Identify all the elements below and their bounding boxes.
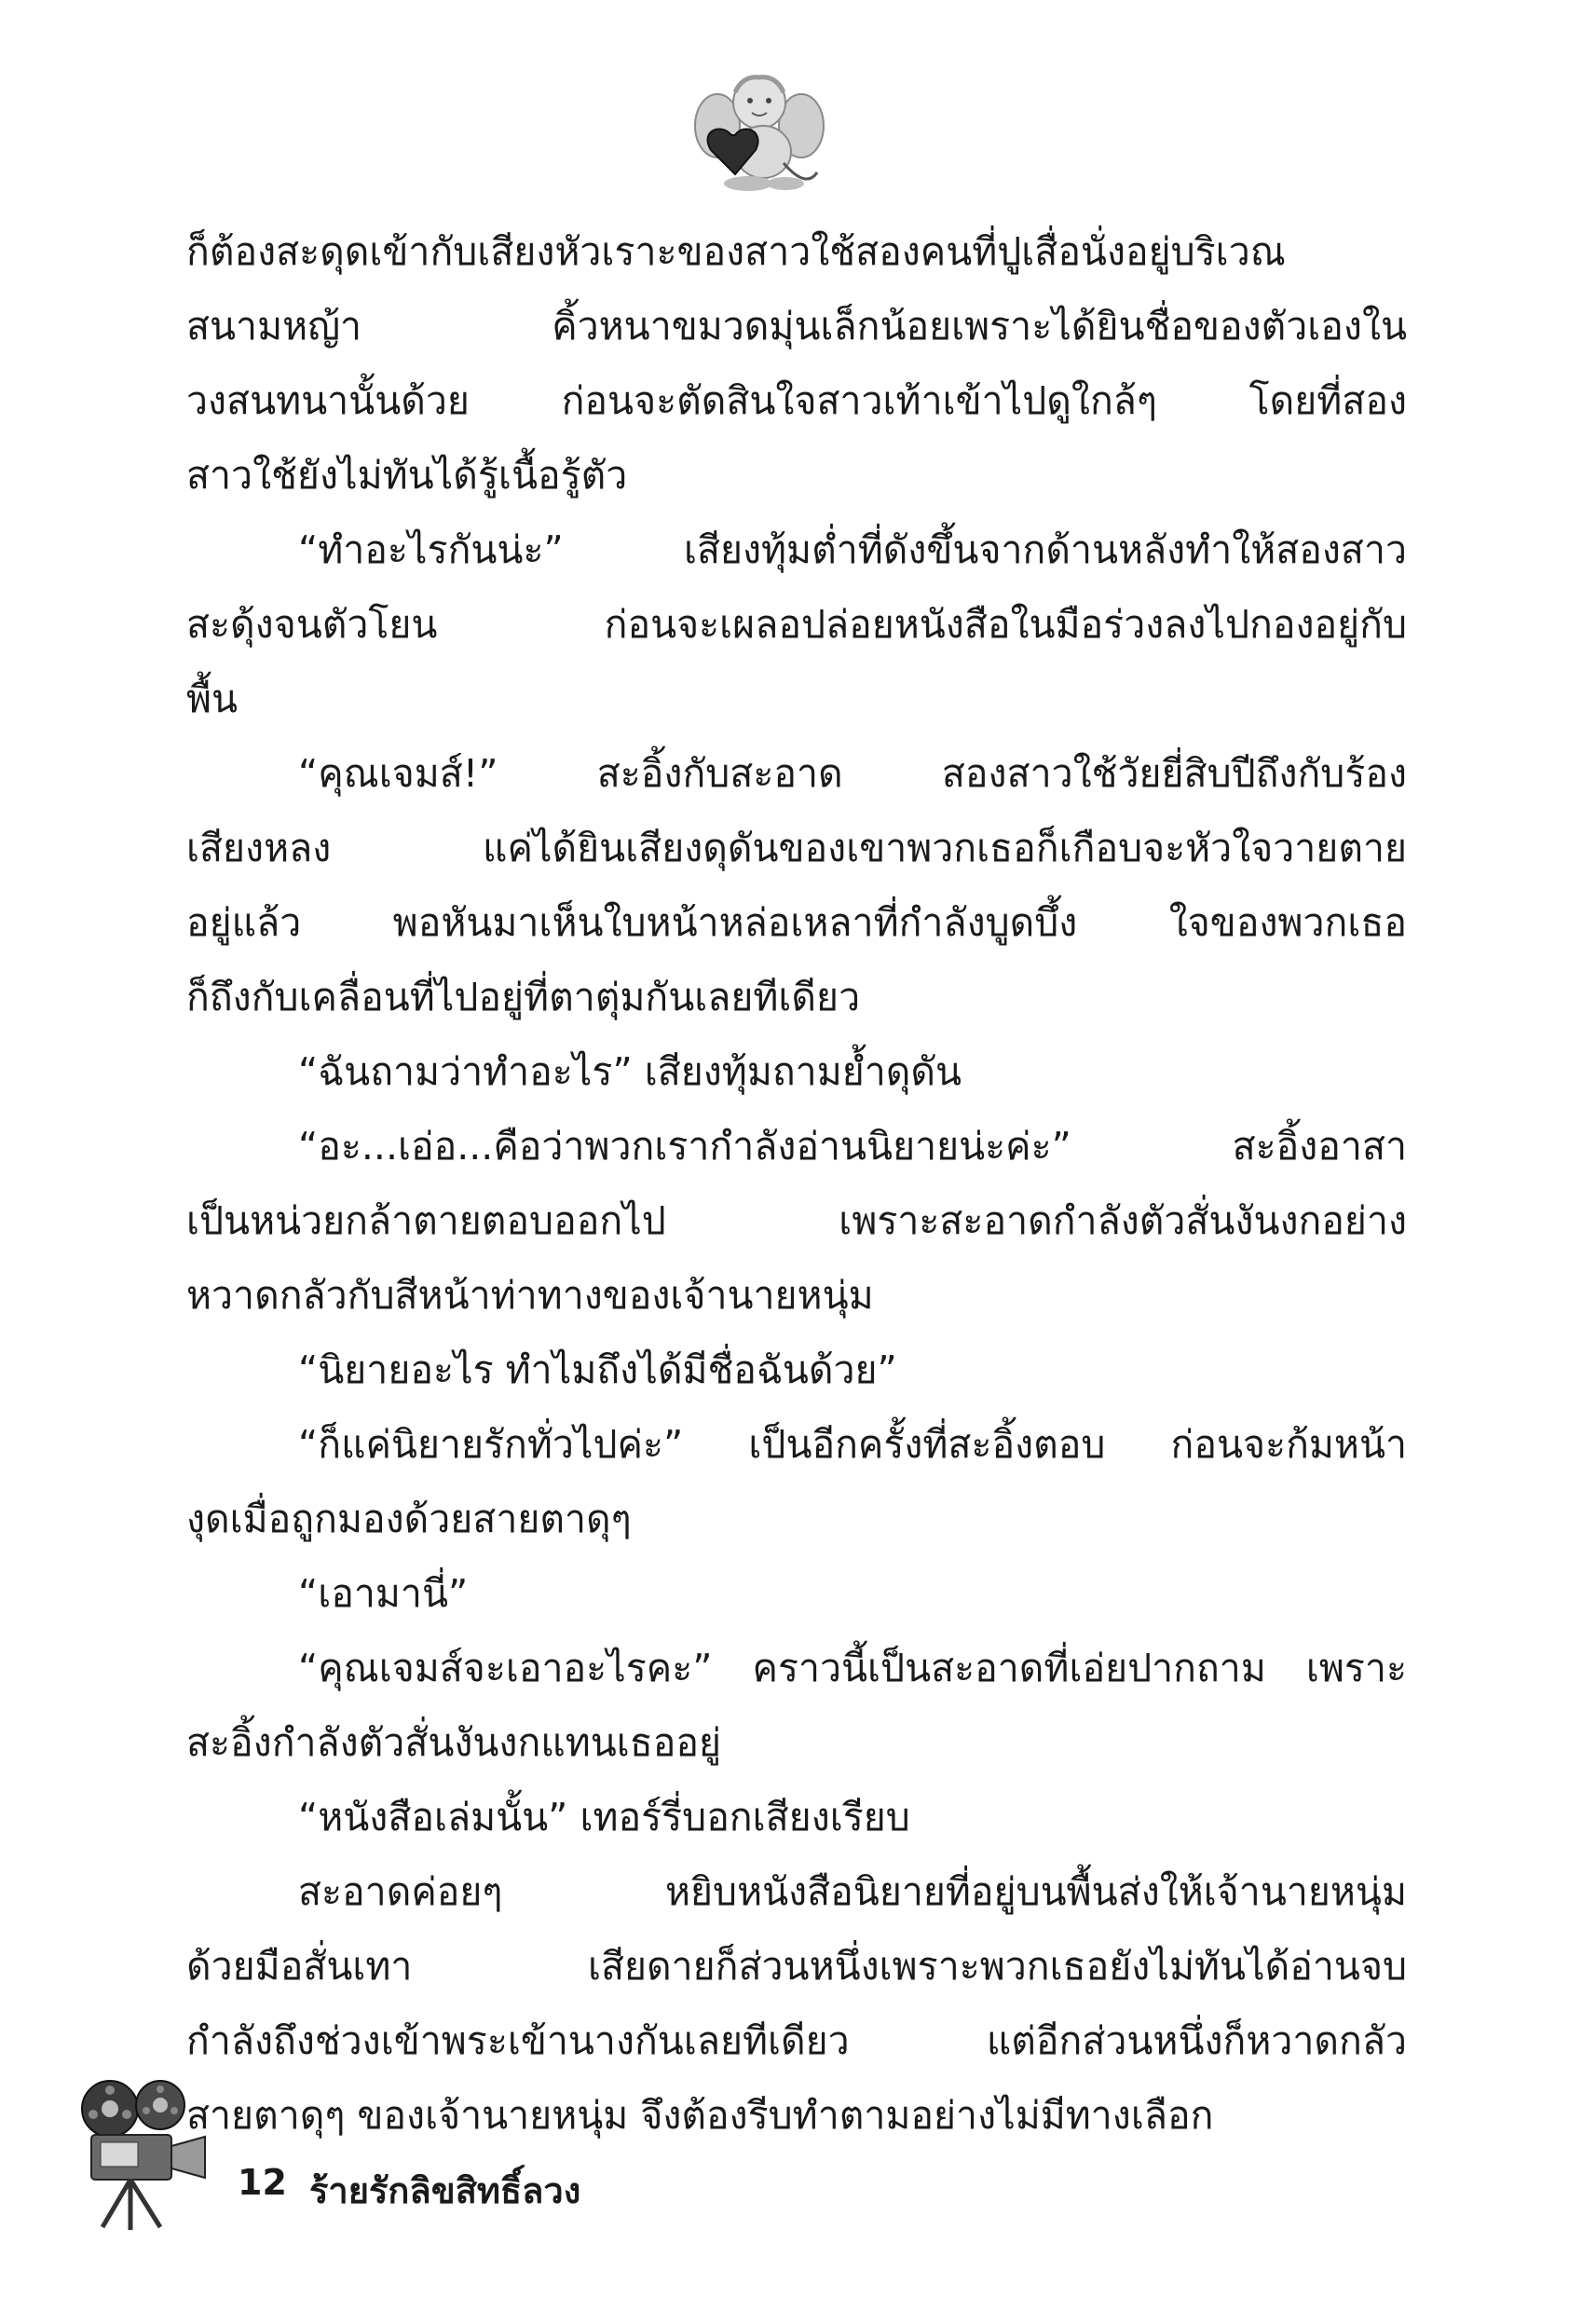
text-line: ก็ต้องสะดุดเข้ากับเสียงหัวเราะของสาวใช้สองคนที่ปูเสื่อนั่งอยู่บริเวณ [186,229,1286,274]
text-line: “คุณเจมส์!” สะอิ้งกับสะอาด สองสาวใช้วัยยี่สิบปีถึงกับร้อง [298,751,1407,796]
text-line: สะดุ้งจนตัวโยน ก่อนจะเผลอปล่อยหนังสือในมือร่วงลงไปกองอยู่กับ [186,602,1407,647]
text-line: “ฉันถามว่าทำอะไร” เสียงทุ้มถามย้ำดุดัน [298,1049,962,1094]
text-line: วงสนทนานั้นด้วย ก่อนจะตัดสินใจสาวเท้าเข้าไปดูใกล้ๆ โดยที่สอง [186,378,1407,423]
film-camera-icon [75,2073,214,2232]
text-line: ก็ถึงกับเคลื่อนที่ไปอยู่ที่ตาตุ่มกันเลยทีเดียว [186,975,861,1019]
text-line: ด้วยมือสั่นเทา เสียดายก็ส่วนหนึ่งเพราะพวกเธอยังไม่ทันได้อ่านจบ [186,1944,1407,1989]
text-line: “เอามานี่” [298,1571,469,1616]
text-line: สาวใช้ยังไม่ทันได้รู้เนื้อรู้ตัว [186,453,628,498]
text-line: “ทำอะไรกันน่ะ” เสียงทุ้มต่ำที่ดังขึ้นจากด้านหลังทำให้สองสาว [298,527,1407,572]
text-line: “ก็แค่นิยายรักทั่วไปค่ะ” เป็นอีกครั้งที่สะอิ้งตอบ ก่อนจะก้มหน้า [298,1422,1407,1467]
text-line: อยู่แล้ว พอหันมาเห็นใบหน้าหล่อเหลาที่กำลังบูดบึ้ง ใจของพวกเธอ [186,900,1407,945]
text-line: เสียงหลง แค่ได้ยินเสียงดุดันของเขาพวกเธอก็เกือบจะหัวใจวายตาย [186,826,1407,870]
text-line: พื้น [186,677,239,721]
text-line: “อะ...เอ่อ...คือว่าพวกเรากำลังอ่านนิยายน่ะค่ะ” สะอิ้งอาสา [298,1124,1407,1169]
page-number: 12 [238,2162,287,2203]
text-line: สะอาดค่อยๆ หยิบหนังสือนิยายที่อยู่บนพื้นส่งให้เจ้านายหนุ่ม [298,1869,1407,1914]
text-line: งุดเมื่อถูกมองด้วยสายตาดุๆ [186,1497,632,1541]
text-line: หวาดกลัวกับสีหน้าท่าทางของเจ้านายหนุ่ม [186,1273,874,1318]
text-line: “นิยายอะไร ทำไมถึงได้มีชื่อฉันด้วย” [298,1347,897,1392]
text-line: กำลังถึงช่วงเข้าพระเข้านางกันเลยทีเดียว แต่อีกส่วนหนึ่งก็หวาดกลัว [186,2018,1407,2063]
text-line: สายตาดุๆ ของเจ้านายหนุ่ม จึงต้องรีบทำตามอย่างไม่มีทางเลือก [186,2093,1214,2138]
text-line: “คุณเจมส์จะเอาอะไรคะ” คราวนี้เป็นสะอาดที่เอ่ยปากถาม เพราะ [298,1646,1407,1690]
body-text [186,214,1407,2153]
text-line: “หนังสือเล่มนั้น” เทอร์รี่บอกเสียงเรียบ [298,1795,910,1839]
text-line: สนามหญ้า คิ้วหนาขมวดมุ่นเล็กน้อยเพราะได้ยินชื่อของตัวเองใน [186,304,1407,349]
page-footer [75,2073,727,2232]
book-title: ร้ายรักลิขสิทธิ์ลวง [309,2170,581,2211]
text-line: สะอิ้งกำลังตัวสั่นงันงกแทนเธออยู่ [186,1720,722,1765]
text-line: เป็นหน่วยกล้าตายตอบออกไป เพราะสะอาดกำลังตัวสั่นงันงกอย่าง [186,1198,1407,1243]
cupid-heart-icon [694,70,825,196]
